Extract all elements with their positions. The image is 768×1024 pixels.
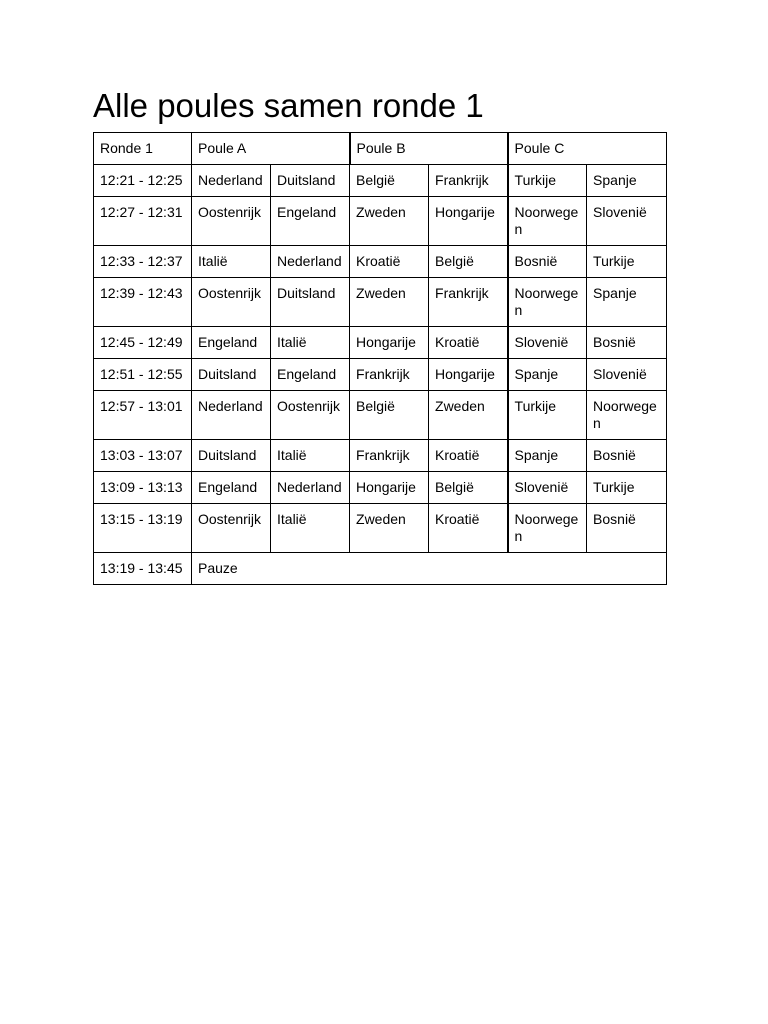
team-cell: Duitsland bbox=[271, 165, 350, 197]
pause-row bbox=[94, 553, 667, 585]
team-cell: Spanje bbox=[508, 359, 587, 391]
team-cell: Hongarije bbox=[350, 472, 429, 504]
team-cell: Turkije bbox=[508, 165, 587, 197]
header-row bbox=[94, 133, 667, 165]
team-cell: Duitsland bbox=[271, 278, 350, 327]
table-row bbox=[94, 359, 667, 391]
table-row bbox=[94, 246, 667, 278]
team-cell: Hongarije bbox=[350, 327, 429, 359]
team-cell: Zweden bbox=[350, 504, 429, 553]
team-cell: Noorwegen bbox=[587, 391, 667, 440]
team-cell: Nederland bbox=[192, 391, 271, 440]
team-cell: Nederland bbox=[192, 165, 271, 197]
team-cell: Slovenië bbox=[508, 327, 587, 359]
team-cell: België bbox=[350, 391, 429, 440]
time-cell: 12:39 - 12:43 bbox=[94, 278, 192, 327]
team-cell: Engeland bbox=[192, 472, 271, 504]
team-cell: Hongarije bbox=[429, 197, 508, 246]
team-cell: Noorwegen bbox=[508, 197, 587, 246]
team-cell: Bosnië bbox=[508, 246, 587, 278]
team-cell: Bosnië bbox=[587, 327, 667, 359]
table-row bbox=[94, 327, 667, 359]
team-cell: Italië bbox=[271, 327, 350, 359]
team-cell: Kroatië bbox=[429, 327, 508, 359]
header-poule-a: Poule A bbox=[192, 133, 350, 165]
team-cell: Kroatië bbox=[429, 504, 508, 553]
team-cell: Oostenrijk bbox=[271, 391, 350, 440]
team-cell: Noorwegen bbox=[508, 504, 587, 553]
time-cell: 12:33 - 12:37 bbox=[94, 246, 192, 278]
team-cell: Slovenië bbox=[587, 197, 667, 246]
team-cell: Zweden bbox=[429, 391, 508, 440]
table-row bbox=[94, 391, 667, 440]
team-cell: België bbox=[350, 165, 429, 197]
team-cell: Kroatië bbox=[429, 440, 508, 472]
team-cell: Spanje bbox=[587, 165, 667, 197]
table-row bbox=[94, 440, 667, 472]
team-cell: Nederland bbox=[271, 246, 350, 278]
time-cell: 12:51 - 12:55 bbox=[94, 359, 192, 391]
team-cell: Turkije bbox=[587, 472, 667, 504]
table-row bbox=[94, 165, 667, 197]
team-cell: Slovenië bbox=[587, 359, 667, 391]
team-cell: Frankrijk bbox=[350, 359, 429, 391]
table-row bbox=[94, 278, 667, 327]
team-cell: Slovenië bbox=[508, 472, 587, 504]
team-cell: Italië bbox=[271, 504, 350, 553]
team-cell: Hongarije bbox=[429, 359, 508, 391]
team-cell: Oostenrijk bbox=[192, 278, 271, 327]
time-cell: 13:09 - 13:13 bbox=[94, 472, 192, 504]
schedule-table bbox=[93, 132, 667, 585]
team-cell: België bbox=[429, 472, 508, 504]
time-cell: 13:19 - 13:45 bbox=[94, 553, 192, 585]
time-cell: 12:21 - 12:25 bbox=[94, 165, 192, 197]
pause-label: Pauze bbox=[192, 553, 667, 585]
team-cell: België bbox=[429, 246, 508, 278]
team-cell: Oostenrijk bbox=[192, 197, 271, 246]
team-cell: Engeland bbox=[192, 327, 271, 359]
team-cell: Turkije bbox=[587, 246, 667, 278]
team-cell: Nederland bbox=[271, 472, 350, 504]
team-cell: Italië bbox=[192, 246, 271, 278]
team-cell: Turkije bbox=[508, 391, 587, 440]
team-cell: Oostenrijk bbox=[192, 504, 271, 553]
time-cell: 13:15 - 13:19 bbox=[94, 504, 192, 553]
team-cell: Noorwegen bbox=[508, 278, 587, 327]
time-cell: 12:57 - 13:01 bbox=[94, 391, 192, 440]
time-cell: 13:03 - 13:07 bbox=[94, 440, 192, 472]
time-cell: 12:27 - 12:31 bbox=[94, 197, 192, 246]
page-title: Alle poules samen ronde 1 bbox=[93, 87, 484, 124]
team-cell: Kroatië bbox=[350, 246, 429, 278]
table-row bbox=[94, 472, 667, 504]
header-round: Ronde 1 bbox=[94, 133, 192, 165]
team-cell: Frankrijk bbox=[350, 440, 429, 472]
team-cell: Zweden bbox=[350, 197, 429, 246]
team-cell: Frankrijk bbox=[429, 165, 508, 197]
team-cell: Spanje bbox=[587, 278, 667, 327]
time-cell: 12:45 - 12:49 bbox=[94, 327, 192, 359]
team-cell: Engeland bbox=[271, 359, 350, 391]
team-cell: Frankrijk bbox=[429, 278, 508, 327]
team-cell: Zweden bbox=[350, 278, 429, 327]
table-row bbox=[94, 504, 667, 553]
header-poule-b: Poule B bbox=[350, 133, 508, 165]
team-cell: Engeland bbox=[271, 197, 350, 246]
team-cell: Spanje bbox=[508, 440, 587, 472]
team-cell: Duitsland bbox=[192, 359, 271, 391]
team-cell: Bosnië bbox=[587, 440, 667, 472]
header-poule-c: Poule C bbox=[508, 133, 667, 165]
team-cell: Italië bbox=[271, 440, 350, 472]
team-cell: Bosnië bbox=[587, 504, 667, 553]
table-row bbox=[94, 197, 667, 246]
team-cell: Duitsland bbox=[192, 440, 271, 472]
